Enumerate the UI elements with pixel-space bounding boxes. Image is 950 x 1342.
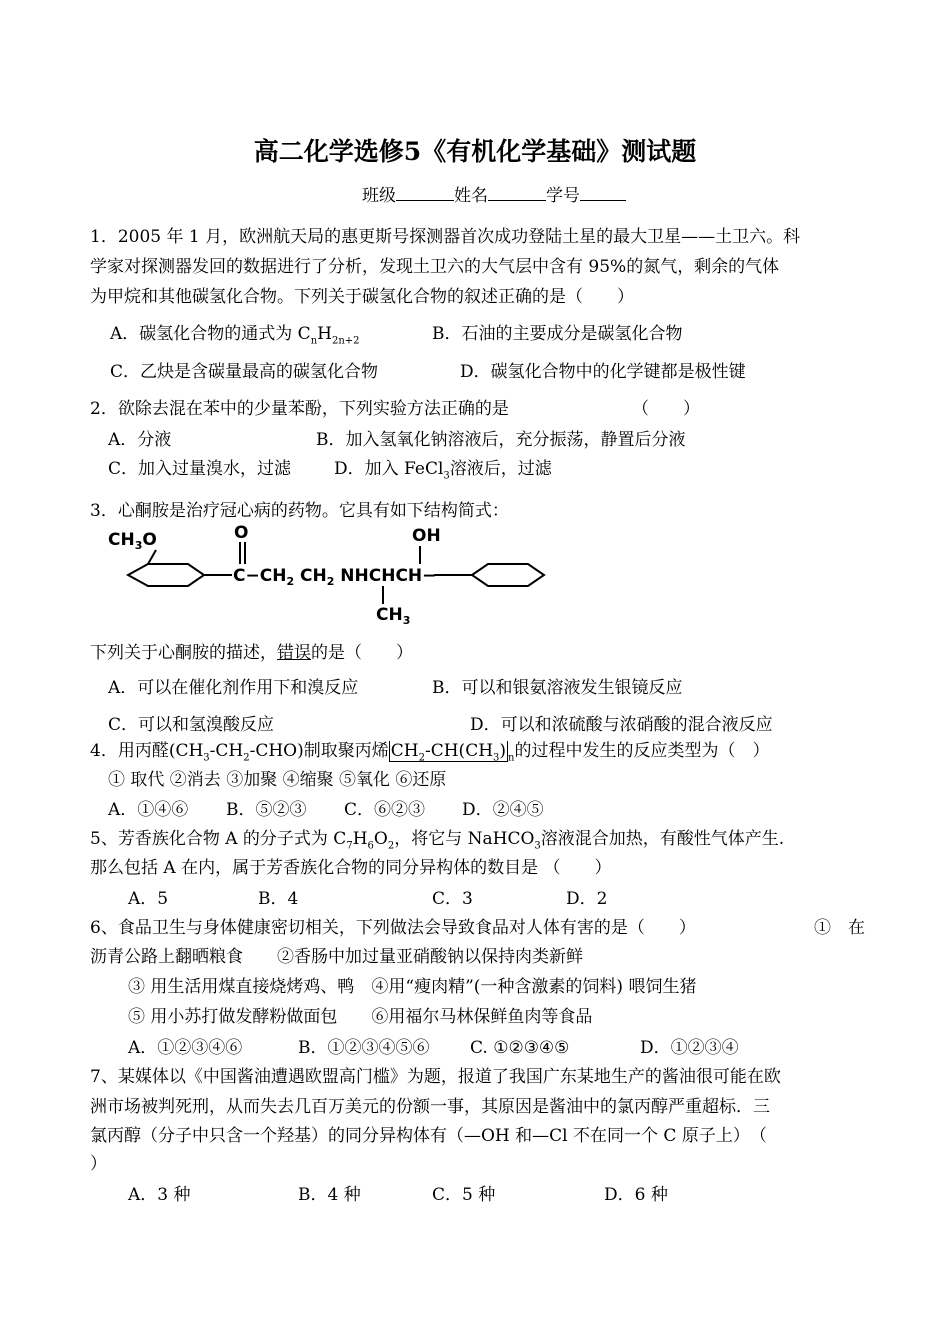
id-blank[interactable] [580, 186, 626, 201]
q5-line2: 那么包括 A 在内，属于芳香族化合物的同分异构体的数目是 （ ） [90, 858, 612, 878]
class-label: 班级 [362, 186, 396, 206]
q3-option-d: D．可以和浓硫酸与浓硝酸的混合液反应 [470, 715, 773, 735]
q2-option-a: A．分液 [108, 430, 172, 450]
q3-option-b: B．可以和银氨溶液发生银镜反应 [432, 678, 683, 698]
q5-option-b: B．4 [258, 889, 299, 909]
structural-formula [100, 520, 560, 632]
q7-line2: 洲市场被判死刑，从而失去几百万美元的份额一事，其原因是酱油中的氯丙醇严重超标．三 [90, 1097, 770, 1117]
q1-option-c: C．乙炔是含碳量最高的碳氢化合物 [110, 362, 379, 382]
q1-line2: 学家对探测器发回的数据进行了分析，发现土卫六的大气层中含有 95%的氮气，剩余的气体 [90, 257, 780, 277]
page-title: 高二化学选修5《有机化学基础》测试题 [253, 137, 697, 166]
name-label: 姓名 [454, 186, 488, 206]
struct-chain: $C-CH_2$ $CH_2$ NHCHCH− [233, 566, 437, 588]
name-blank[interactable] [488, 186, 546, 201]
polymer-unit: $CH_2-CH(CH_3)$ [390, 741, 507, 764]
q4-option-c: C．⑥②③ [344, 800, 426, 820]
class-blank[interactable] [396, 186, 454, 201]
q7-option-c: C．5 种 [432, 1185, 496, 1205]
q1-option-d: D．碳氢化合物中的化学键都是极性键 [460, 362, 746, 382]
q7-line3: 氯丙醇（分子中只含一个羟基）的同分异构体有（—OH 和—Cl 不在同一个 C 原子上） （ [90, 1126, 767, 1146]
id-label: 学号 [546, 186, 580, 206]
benzene-ring-left [128, 564, 204, 586]
q6-option-b: B．①②③④⑤⑥ [298, 1038, 430, 1058]
q2-option-c: C．加入过量溴水，过滤 [108, 459, 292, 479]
benzene-ring-right [472, 564, 544, 586]
q4-option-a: A．①④⑥ [108, 800, 189, 820]
q7-line1: 7、某媒体以《中国酱油遭遇欧盟高门槛》为题，报道了我国广东某地生产的酱油很可能在欧 [90, 1067, 781, 1087]
q3-stem: 3．心酮胺是治疗冠心病的药物。它具有如下结构简式： [90, 501, 509, 521]
q3-option-c: C．可以和氢溴酸反应 [108, 715, 275, 735]
q2-option-b: B．加入氢氧化钠溶液后，充分振荡，静置后分液 [316, 430, 686, 450]
q3-stem2: 下列关于心酮胺的描述，错误的是（ ） [90, 643, 413, 663]
struct-oh: OH [412, 526, 441, 546]
q5-option-c: C．3 [432, 889, 473, 909]
q2-option-d: D．加入 FeCl$_3$溶液后，过滤 [334, 459, 552, 482]
struct-ch3o: $CH_3O$ [108, 530, 157, 552]
q6-stem: 6、食品卫生与身体健康密切相关，下列做法会导致食品对人体有害的是（ ） [90, 918, 696, 938]
q6-option-d: D．①②③④ [640, 1038, 739, 1058]
q3-option-a: A．可以在催化剂作用下和溴反应 [108, 678, 359, 698]
q1-line1: 1．2005 年 1 月，欧洲航天局的惠更斯号探测器首次成功登陆土星的最大卫星——土卫六。科 [90, 227, 801, 247]
q6-line2: 沥青公路上翻晒粮食 ②香肠中加过量亚硝酸钠以保持肉类新鲜 [90, 947, 583, 967]
q4-option-b: B．⑤②③ [226, 800, 307, 820]
q7-line4: ） [90, 1154, 107, 1174]
q5-stem: 5、芳香族化合物 A 的分子式为 $C_7H_6O_2$，将它与 NaHCO$_3$溶液混合加热，有酸性气体产生. [90, 829, 785, 852]
q5-option-a: A．5 [128, 889, 169, 909]
q7-option-b: B．4 种 [298, 1185, 361, 1205]
q1-option-a: A．碳氢化合物的通式为 $C_nH_{2n+2}$ [110, 324, 360, 347]
q7-option-d: D．6 种 [604, 1185, 668, 1205]
struct-ch3: $CH_3$ [376, 605, 411, 627]
q2-paren: （ ） [632, 399, 700, 419]
q4-stem: 4．用丙醛$(CH_3-CH_2-CHO)$制取聚丙烯 $CH_2-CH(CH_3)$ $_n$的过程中发生的反应类型为（ ） [90, 741, 770, 764]
q4-types: ① 取代 ②消去 ③加聚 ④缩聚 ⑤氧化 ⑥还原 [108, 770, 447, 790]
q6-line3: ③ 用生活用煤直接烧烤鸡、鸭 ④用“瘦肉精”(一种含激素的饲料) 喂饲生猪 [128, 977, 697, 997]
struct-carbonyl-o: O [234, 523, 249, 543]
q6-item1-num: ① 在 [814, 918, 865, 938]
q7-option-a: A．3 种 [128, 1185, 191, 1205]
q5-option-d: D．2 [566, 889, 608, 909]
q1-option-b: B．石油的主要成分是碳氢化合物 [432, 324, 683, 344]
q6-option-c: C. ①②③④⑤ [470, 1038, 570, 1058]
q1-line3: 为甲烷和其他碳氢化合物。下列关于碳氢化合物的叙述正确的是（ ） [90, 287, 634, 307]
q6-line4: ⑤ 用小苏打做发酵粉做面包 ⑥用福尔马林保鲜鱼肉等食品 [128, 1007, 593, 1027]
q2-stem: 2．欲除去混在苯中的少量苯酚，下列实验方法正确的是 [90, 399, 509, 419]
q6-option-a: A．①②③④⑥ [128, 1038, 243, 1058]
q4-option-d: D．②④⑤ [462, 800, 544, 820]
student-info-line [362, 186, 626, 206]
